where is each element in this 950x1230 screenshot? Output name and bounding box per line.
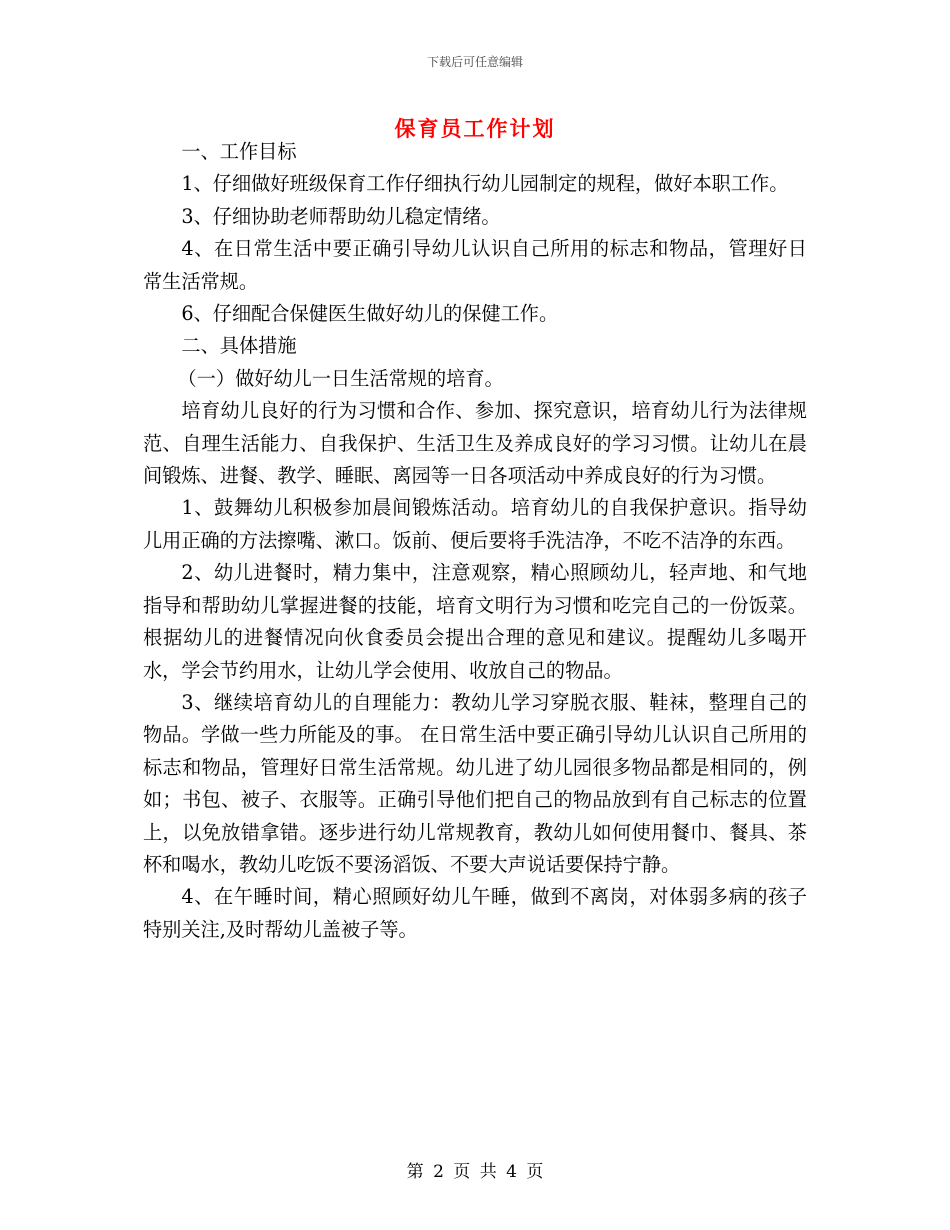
section-heading-measures: 二、具体措施: [181, 334, 297, 358]
section-heading-goals: 一、工作目标: [181, 140, 297, 163]
page-footer: 第 2 页 共 4 页: [406, 1162, 544, 1182]
document-body: [143, 136, 807, 946]
page-header-note: 下载后可任意编辑: [426, 55, 523, 69]
paragraph: 1、鼓舞幼儿积极参加晨间锻炼活动。培育幼儿的自我保护意识。指导幼儿用正确的方法擦嘴、漱口。饭前、便后要将手洗洁净，不吃不洁净的东西。: [143, 496, 807, 552]
paragraph: 1、仔细做好班级保育工作仔细执行幼儿园制定的规程，做好本职工作。: [181, 172, 789, 196]
subsection-heading: （一）做好幼儿一日生活常规的培育。: [177, 366, 504, 390]
paragraph: 3、继续培育幼儿的自理能力：教幼儿学习穿脱衣服、鞋袜，整理自己的物品。学做一些力所能及的事。 在日常生活中要正确引导幼儿认识自己所用的标志和物品，管理好日常生活常规。幼儿进了幼儿园很多物品都是相同的，例如；书包、被子、衣服等。正确引导他们把自己的物品放到有自己标志的位置上，以免放错拿错。逐步进行幼儿常规教育，教幼儿如何使用餐巾、餐具、茶杯和喝水，教幼儿吃饭不要汤滔饭、不要大声说话要保持宁静。: [143, 690, 807, 876]
document-title: 保育员工作计划: [394, 116, 556, 141]
paragraph: 4、在午睡时间，精心照顾好幼儿午睡，做到不离岗，对体弱多病的孩子特别关注,及时帮幼儿盖被子等。: [143, 885, 807, 941]
paragraph: 4、在日常生活中要正确引导幼儿认识自己所用的标志和物品，管理好日常生活常规。: [143, 237, 807, 293]
paragraph: 2、幼儿进餐时，精力集中，注意观察，精心照顾幼儿，轻声地、和气地指导和帮助幼儿掌握进餐的技能，培育文明行为习惯和吃完自己的一份饭菜。根据幼儿的进餐情况向伙食委员会提出合理的意见和建议。提醒幼儿多喝开水，学会节约用水，让幼儿学会使用、收放自己的物品。: [143, 561, 807, 682]
paragraph: 6、仔细配合保健医生做好幼儿的保健工作。: [181, 302, 559, 326]
paragraph: 培育幼儿良好的行为习惯和合作、参加、探究意识，培育幼儿行为法律规范、自理生活能力、自我保护、生活卫生及养成良好的学习习惯。让幼儿在晨间锻炼、进餐、教学、睡眠、离园等一日各项活动中养成良好的行为习惯。: [143, 399, 807, 488]
paragraph: 3、仔细协助老师帮助幼儿稳定情绪。: [181, 204, 501, 228]
